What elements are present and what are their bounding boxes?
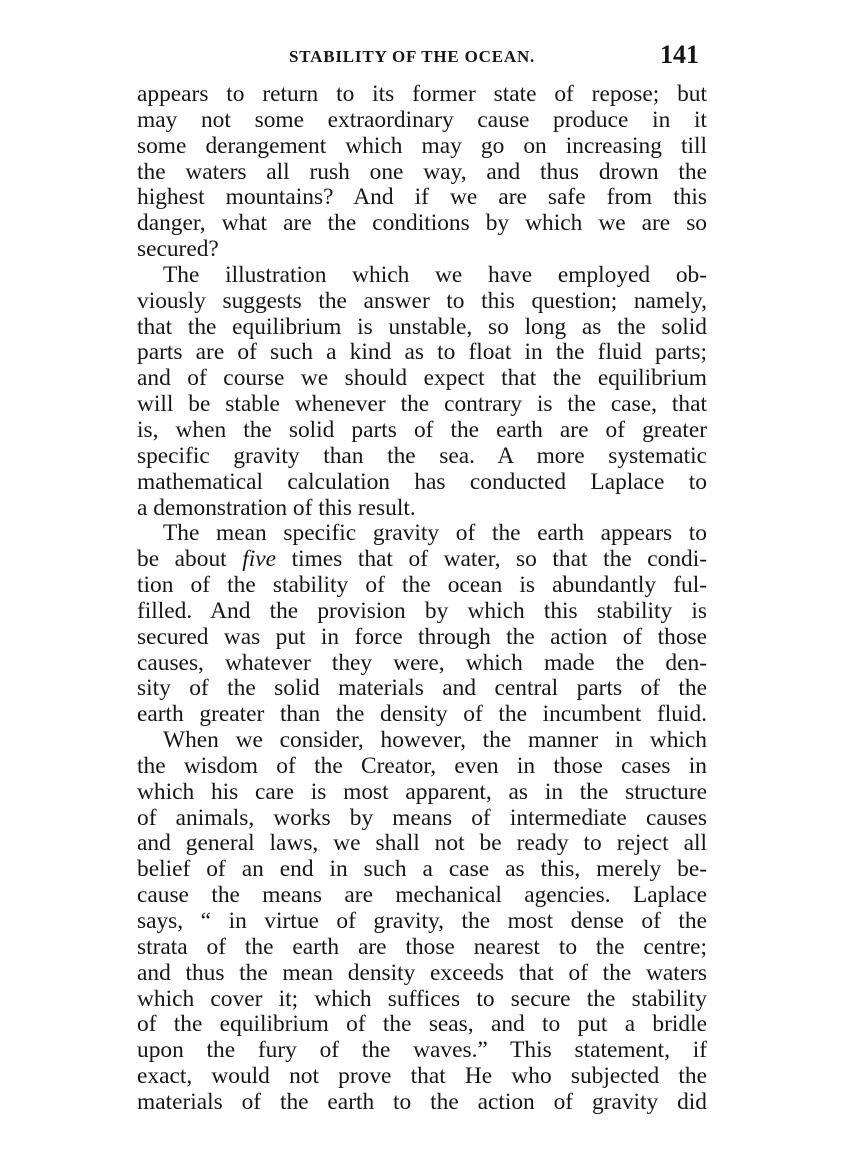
- text-segment: times that of water, so that the condi-: [276, 546, 707, 573]
- text-line: parts are of such a kind as to float in the fluid parts;: [137, 339, 707, 366]
- text-line: which his care is most apparent, as in the structure: [137, 778, 707, 805]
- text-line: belief of an end in such a case as this, merely be-: [137, 856, 707, 883]
- text-line: The illustration which we have employed ob-: [163, 261, 707, 288]
- text-line: and thus the mean density exceeds that of the waters: [137, 959, 707, 986]
- text-line: of animals, works by means of intermediate causes: [137, 804, 707, 831]
- text-line: will be stable whenever the contrary is the case, that: [137, 391, 707, 418]
- text-line: cause the means are mechanical agencies. Laplace: [137, 882, 707, 909]
- running-head: [137, 40, 707, 76]
- text-line: is, when the solid parts of the earth are of greater: [137, 416, 707, 443]
- text-line: earth greater than the density of the incumbent fluid.: [137, 701, 707, 728]
- text-line: mathematical calculation has conducted Laplace to: [137, 468, 707, 495]
- text-line: secured?: [137, 236, 219, 263]
- text-line: a demonstration of this result.: [137, 494, 416, 521]
- text-line: says, “ in virtue of gravity, the most dense of the: [137, 908, 707, 934]
- text-line: the wisdom of the Creator, even in those cases in: [137, 752, 707, 779]
- text-line: viously suggests the answer to this question; namely,: [137, 287, 707, 314]
- text-line: sity of the solid materials and central parts of the: [137, 675, 707, 702]
- text-line: When we consider, however, the manner in which: [163, 727, 707, 754]
- text-line: strata of the earth are those nearest to the centre;: [137, 933, 707, 960]
- text-line: appears to return to its former state of repose; but: [137, 81, 707, 107]
- text-line: specific gravity than the sea. A more systematic: [137, 442, 707, 469]
- text-line: highest mountains? And if we are safe from this: [137, 184, 707, 211]
- text-line: secured was put in force through the action of those: [137, 623, 707, 650]
- text-line: and of course we should expect that the equilibrium: [137, 365, 707, 392]
- text-line: causes, whatever they were, which made the den-: [137, 649, 707, 676]
- text-line: materials of the earth to the action of gravity did: [137, 1088, 707, 1115]
- text-line: exact, would not prove that He who subjected the: [137, 1063, 707, 1090]
- text-line: of the equilibrium of the seas, and to put a bridle: [137, 1011, 707, 1038]
- body-text: [137, 82, 707, 1116]
- text-line: tion of the stability of the ocean is abundantly ful-: [137, 572, 707, 599]
- text-line: [137, 547, 707, 573]
- text-line: some derangement which may go on increasing till: [137, 132, 707, 159]
- text-line: and general laws, we shall not be ready to reject all: [137, 830, 707, 857]
- running-title: STABILITY OF THE OCEAN.: [289, 47, 536, 66]
- page-number: 141: [660, 40, 699, 69]
- text-line: upon the fury of the waves.” This statement, if: [137, 1037, 707, 1064]
- text-line: filled. And the provision by which this stability is: [137, 597, 707, 624]
- text-line: may not some extraordinary cause produce in it: [137, 106, 707, 133]
- book-page: [137, 40, 707, 1116]
- italic-word: five: [242, 546, 276, 573]
- text-segment: be about: [137, 546, 243, 573]
- text-line: which cover it; which suffices to secure the stability: [137, 985, 707, 1012]
- text-line: that the equilibrium is unstable, so long as the solid: [137, 313, 707, 340]
- text-line: the waters all rush one way, and thus drown the: [137, 158, 707, 185]
- text-line: danger, what are the conditions by which we are so: [137, 210, 707, 237]
- text-line: The mean specific gravity of the earth appears to: [163, 520, 707, 547]
